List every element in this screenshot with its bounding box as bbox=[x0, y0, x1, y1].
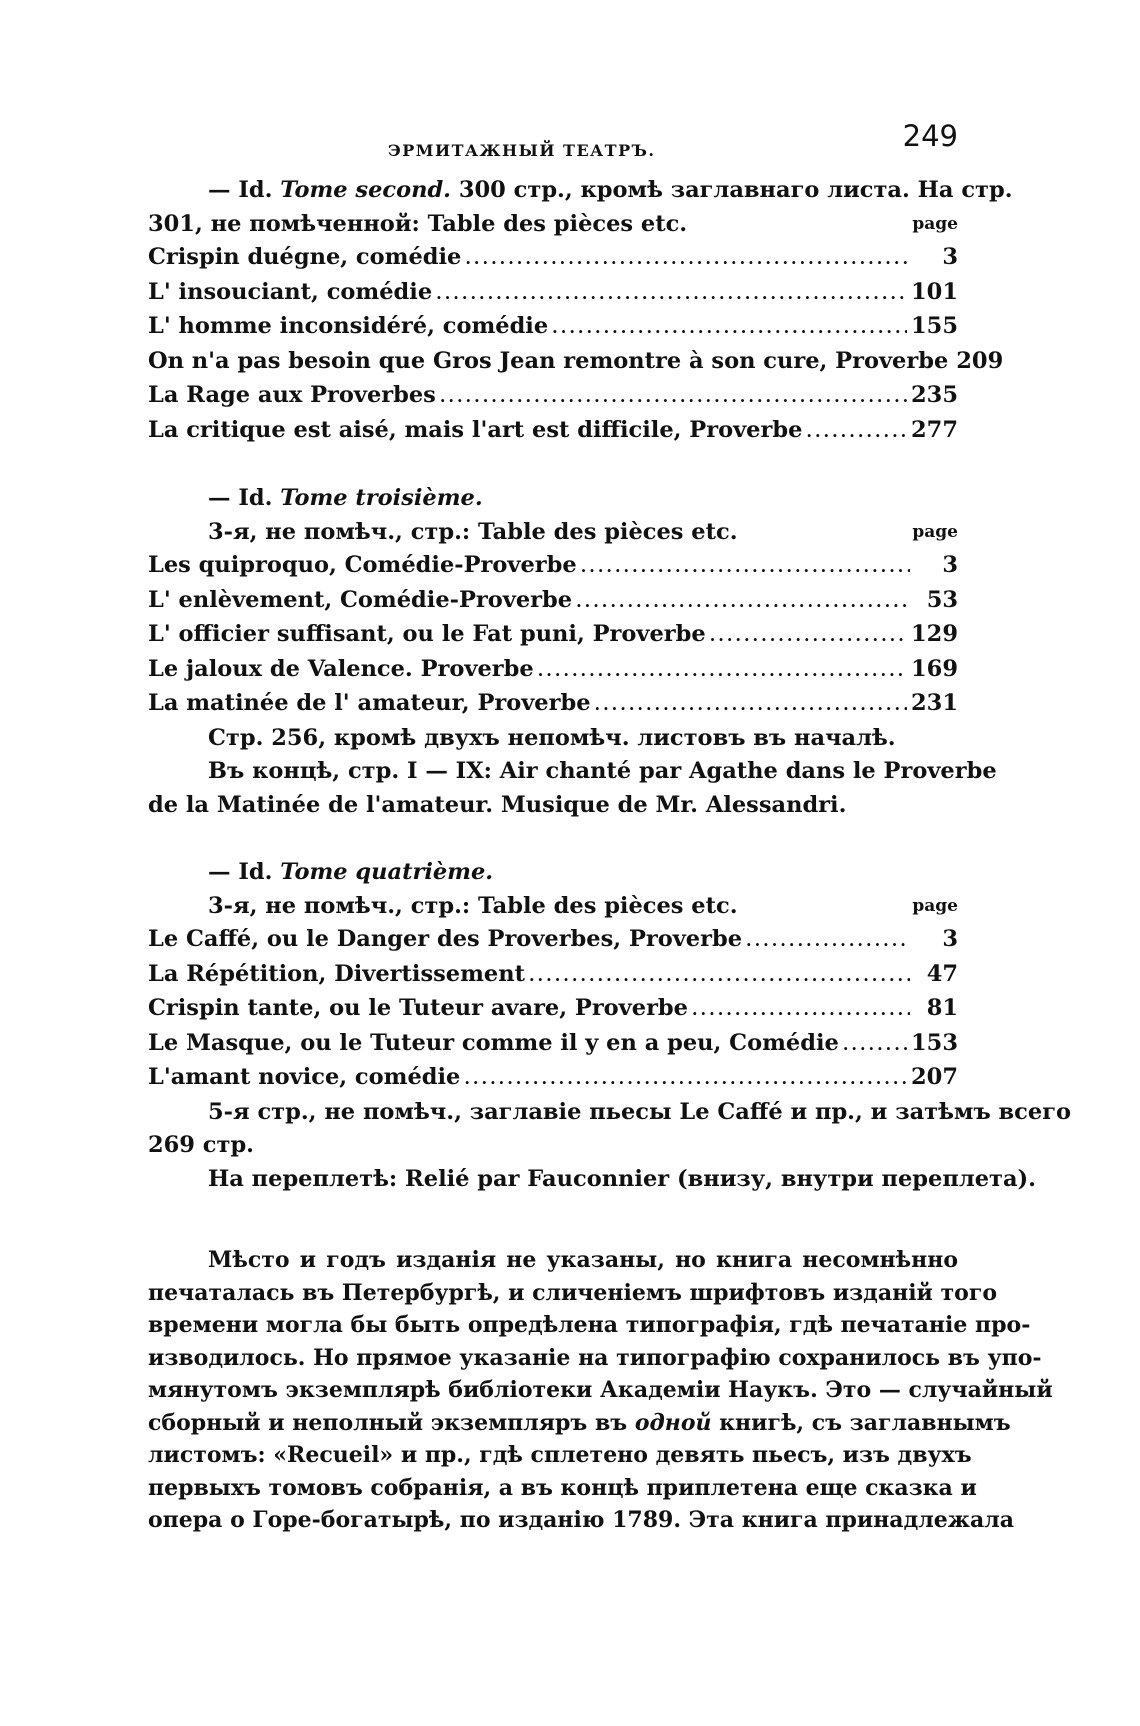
leader-dots bbox=[576, 585, 910, 619]
toc-entry bbox=[148, 276, 958, 311]
toc-entry-title: Le Masque, ou le Tuteur comme il y en a peu, Comédie bbox=[148, 1029, 839, 1056]
page-number: 249 bbox=[902, 119, 958, 153]
toc-entry bbox=[148, 992, 958, 1027]
toc-entry-page: 3 bbox=[942, 552, 958, 578]
page-column-label: page bbox=[912, 895, 958, 916]
toc-entry-page: 3 bbox=[942, 244, 958, 270]
toc-entry-page: 153 bbox=[911, 1029, 958, 1056]
running-head: ЭРМИТАЖНЫЙ ТЕАТРЪ. bbox=[388, 141, 656, 160]
table-line-text: 3-я, не помѣч., стр.: Table des pièces etc. bbox=[208, 892, 738, 919]
leader-dots bbox=[440, 380, 907, 414]
leader-dots bbox=[710, 619, 907, 653]
table-line-text: 3-я, не помѣч., стр.: Table des pièces etc. bbox=[208, 518, 738, 545]
toc-entry-page: 47 bbox=[926, 960, 958, 987]
page-column-label: page bbox=[912, 521, 958, 542]
volume-3-toc bbox=[148, 549, 958, 722]
leader-dots bbox=[806, 415, 907, 449]
toc-entry bbox=[148, 584, 958, 619]
toc-entry bbox=[148, 618, 958, 653]
volume-2-section bbox=[148, 174, 1013, 448]
volume-3-table-line bbox=[148, 516, 958, 550]
toc-entry-title: L' officier suffisant, ou le Fat puni, Proverbe bbox=[148, 621, 706, 647]
toc-entry-page: 209 bbox=[956, 347, 1004, 374]
leader-dots bbox=[746, 924, 910, 958]
toc-entry bbox=[148, 653, 958, 688]
heading-tome: Tome troisième. bbox=[280, 485, 483, 511]
toc-entry-title: L'amant novice, comédie bbox=[148, 1064, 461, 1090]
volume-4-toc bbox=[148, 923, 958, 1096]
volume-4-section bbox=[148, 856, 1071, 1196]
volume-3-note: Стр. 256, кромѣ двухъ непомѣч. листовъ въ началѣ. bbox=[208, 724, 896, 751]
paragraph-line: времени могла бы быть опредѣлена типографія, гдѣ печатаніе про- bbox=[148, 1312, 1031, 1338]
paragraph-line bbox=[148, 1407, 1011, 1440]
volume-4-heading bbox=[148, 856, 958, 890]
paragraph-line: печаталась въ Петербургѣ, и сличеніемъ шрифтовъ изданій того bbox=[148, 1279, 997, 1306]
paragraph-line: мянутомъ экземплярѣ библіотеки Академіи Наукъ. Это — случайный bbox=[148, 1377, 1053, 1403]
book-page bbox=[148, 119, 1071, 1537]
leader-dots bbox=[581, 550, 910, 584]
heading-prefix: — Id. bbox=[208, 485, 273, 511]
toc-entry bbox=[148, 958, 958, 993]
toc-entry-page: 207 bbox=[911, 1064, 958, 1090]
volume-4-note: 5-я стр., не помѣч., заглавіе пьесы Le Caffé и пр., и затѣмъ всего bbox=[208, 1098, 1071, 1125]
leader-dots bbox=[436, 277, 907, 311]
volume-2-table-line bbox=[148, 208, 958, 242]
toc-entry bbox=[148, 1061, 958, 1096]
toc-entry-page: 53 bbox=[926, 586, 958, 613]
toc-entry-page: 231 bbox=[911, 690, 958, 716]
volume-4-table-line bbox=[148, 890, 958, 924]
toc-entry-title: La critique est aisé, mais l'art est difficile, Proverbe bbox=[148, 416, 803, 443]
heading-tome: Tome quatrième. bbox=[280, 859, 494, 885]
toc-entry bbox=[148, 379, 958, 414]
toc-entry bbox=[148, 345, 1004, 380]
toc-entry bbox=[148, 414, 958, 449]
toc-entry bbox=[148, 310, 958, 345]
toc-entry bbox=[148, 549, 958, 584]
paragraph-line: первыхъ томовъ собранія, а въ концѣ приплетена еще сказка и bbox=[148, 1474, 977, 1501]
volume-2-toc bbox=[148, 241, 1004, 448]
volume-3-appendix-note: Въ концѣ, стр. I — IX: Air chanté par Agathe dans le Proverbe bbox=[208, 758, 997, 784]
paragraph-line: листомъ: «Recueil» и пр., гдѣ сплетено девять пьесъ, изъ двухъ bbox=[148, 1442, 972, 1468]
toc-entry-title: L' insouciant, comédie bbox=[148, 278, 433, 305]
leader-dots bbox=[843, 1028, 907, 1062]
toc-entry-page: 129 bbox=[911, 621, 958, 647]
page-column-label: page bbox=[912, 213, 958, 234]
leader-dots bbox=[552, 311, 907, 345]
toc-entry-page: 101 bbox=[911, 278, 958, 305]
heading-prefix: — Id. bbox=[208, 177, 273, 203]
volume-2-heading bbox=[148, 174, 1013, 208]
toc-entry-page: 3 bbox=[942, 926, 958, 952]
toc-entry-page: 169 bbox=[911, 655, 958, 682]
volume-4-note-cont: 269 стр. bbox=[148, 1132, 255, 1158]
toc-entry-title: Le jaloux de Valence. Proverbe bbox=[148, 655, 534, 682]
page-header bbox=[148, 120, 958, 164]
volume-3-section bbox=[148, 482, 997, 822]
leader-dots bbox=[538, 654, 907, 688]
heading-prefix: — Id. bbox=[208, 859, 273, 885]
toc-entry-title: La matinée de l' amateur, Proverbe bbox=[148, 690, 591, 716]
toc-entry-title: Crispin tante, ou le Tuteur avare, Proverbe bbox=[148, 995, 688, 1021]
leader-dots bbox=[692, 993, 910, 1027]
heading-rest: 300 стр., кромѣ заглавнаго листа. На стр. bbox=[458, 177, 1013, 203]
paragraph-line: опера о Горе-богатырѣ, по изданію 1789. Эта книга принадлежала bbox=[148, 1507, 1014, 1533]
toc-entry bbox=[148, 923, 958, 958]
body-paragraph bbox=[148, 1244, 1053, 1537]
toc-entry-page: 155 bbox=[911, 313, 958, 339]
toc-entry-page: 235 bbox=[911, 382, 958, 408]
paragraph-line: изводилось. Но прямое указаніе на типографію сохранилось въ упо- bbox=[148, 1344, 1042, 1371]
paragraph-line: Мѣсто и годъ изданія не указаны, но книга несомнѣнно bbox=[208, 1247, 958, 1273]
toc-entry-title: Crispin duégne, comédie bbox=[148, 244, 462, 270]
paragraph-emphasis: одной bbox=[634, 1409, 712, 1436]
toc-entry-title: Les quiproquo, Comédie-Proverbe bbox=[148, 552, 577, 578]
volume-3-heading bbox=[148, 482, 958, 516]
toc-entry-title: La Répétition, Divertissement bbox=[148, 960, 525, 987]
leader-dots bbox=[465, 242, 910, 276]
toc-entry-title: Le Caffé, ou le Danger des Proverbes, Proverbe bbox=[148, 926, 743, 952]
paragraph-text: книгѣ, съ заглавнымъ bbox=[719, 1409, 1011, 1436]
toc-entry bbox=[148, 241, 958, 276]
heading-tome: Tome second. bbox=[280, 177, 452, 203]
toc-entry-title: L' enlèvement, Comédie-Proverbe bbox=[148, 586, 573, 613]
table-line-text: 301, не помѣченной: Table des pièces etc. bbox=[148, 210, 688, 237]
leader-dots bbox=[595, 688, 908, 722]
toc-entry-page: 277 bbox=[911, 416, 958, 443]
leader-dots bbox=[464, 1062, 907, 1096]
toc-entry-title: L' homme inconsidéré, comédie bbox=[148, 313, 549, 339]
toc-entry-title: La Rage aux Proverbes bbox=[148, 382, 436, 408]
volume-3-appendix-note-cont: de la Matinée de l'amateur. Musique de Mr. Alessandri. bbox=[148, 791, 847, 818]
toc-entry-title: On n'a pas besoin que Gros Jean remontre à son cure, Proverbe bbox=[148, 347, 949, 374]
toc-entry bbox=[148, 687, 958, 722]
leader-dots bbox=[529, 959, 910, 993]
toc-entry bbox=[148, 1027, 958, 1062]
volume-4-binding-note: На переплетѣ: Relié par Fauconnier (внизу, внутри переплета). bbox=[208, 1165, 1037, 1192]
toc-entry-page: 81 bbox=[926, 995, 958, 1021]
paragraph-text: сборный и неполный экземпляръ въ bbox=[148, 1409, 628, 1436]
